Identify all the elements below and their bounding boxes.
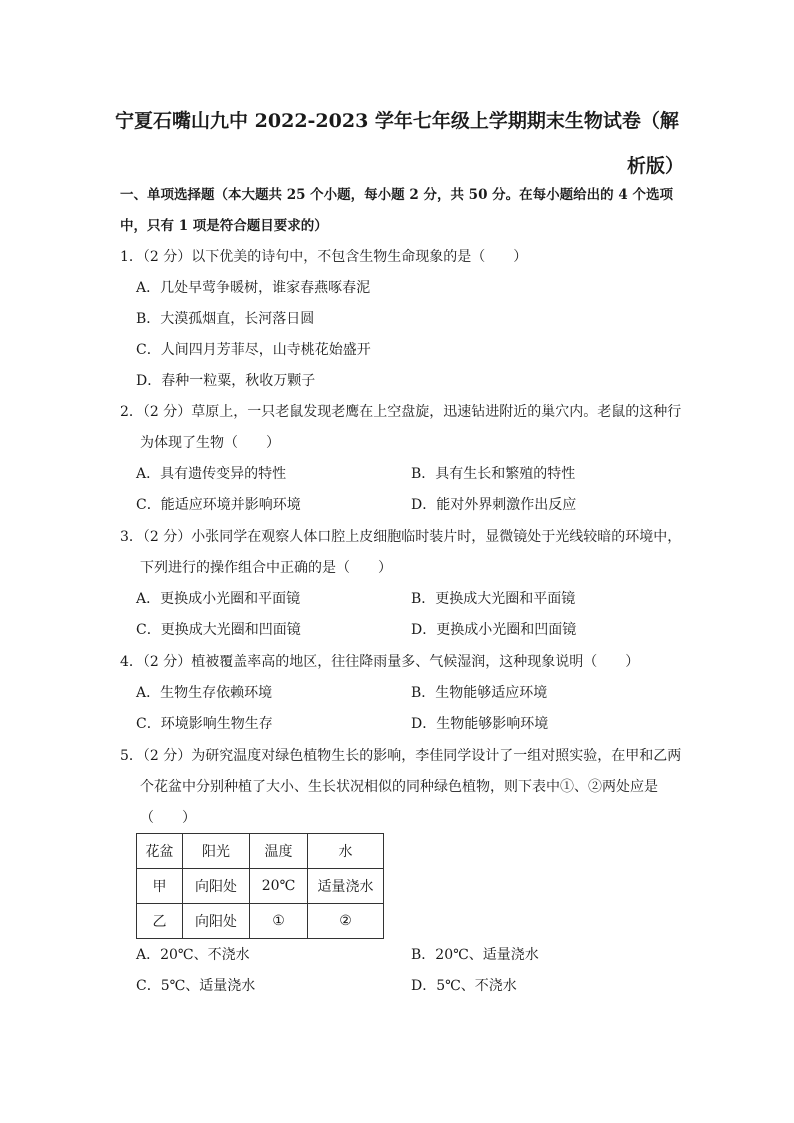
question-3 <box>120 522 686 646</box>
experiment-table <box>136 833 384 939</box>
table-cell: 乙 <box>137 904 183 939</box>
question-stem: 2．（2 分）草原上，一只老鼠发现老鹰在上空盘旋，迅速钻进附近的巢穴内。老鼠的这种行为体现了生物（ ） <box>120 404 682 451</box>
option-b: B．大漠孤烟直，长河落日圆 <box>136 311 315 327</box>
document-title <box>110 99 684 189</box>
question-5 <box>120 741 686 834</box>
option-b: B．具有生长和繁殖的特性 <box>411 466 576 482</box>
table-header-cell: 阳光 <box>183 834 250 869</box>
option-d: D．春种一粒粟，秋收万颗子 <box>136 373 316 389</box>
table-cell: 20℃ <box>250 869 308 904</box>
table-header-cell: 水 <box>308 834 384 869</box>
option-a: A．更换成小光圈和平面镜 <box>136 591 301 607</box>
option-list <box>136 273 686 397</box>
option-list <box>136 678 686 740</box>
option-list <box>136 584 686 646</box>
option-b: B．20℃、适量浇水 <box>411 947 539 963</box>
table-cell: 向阳处 <box>183 869 250 904</box>
option-list <box>136 459 686 521</box>
option-b: B．更换成大光圈和平面镜 <box>411 591 576 607</box>
question-5-options <box>120 940 686 1002</box>
question-1 <box>120 242 686 397</box>
option-c: C．更换成大光圈和凹面镜 <box>136 622 301 638</box>
table-cell: ① <box>250 904 308 939</box>
question-stem: 3．（2 分）小张同学在观察人体口腔上皮细胞临时装片时，显微镜处于光线较暗的环境中，下列进行的操作组合中正确的是（ ） <box>120 529 682 576</box>
section-heading-line-1: 一、单项选择题（本大题共 25 个小题，每小题 2 分，共 50 分。在每小题给出的 4 个选项 <box>120 187 673 203</box>
question-4 <box>120 647 686 740</box>
table-header-cell: 温度 <box>250 834 308 869</box>
option-b: B．生物能够适应环境 <box>411 685 548 701</box>
question-stem: 5．（2 分）为研究温度对绿色植物生长的影响，李佳同学设计了一组对照实验，在甲和乙两个花盆中分别种植了大小、生长状况相似的同种绿色植物，则下表中①、②两处应是（ ） <box>120 748 682 826</box>
table-cell: 甲 <box>137 869 183 904</box>
option-d: D．更换成小光圈和凹面镜 <box>411 622 577 638</box>
table-cell: ② <box>308 904 384 939</box>
table-header-row <box>137 834 384 869</box>
option-c: C．人间四月芳菲尽，山寺桃花始盛开 <box>136 342 371 358</box>
option-d: D．生物能够影响环境 <box>411 716 549 732</box>
section-heading-line-2: 中，只有 1 项是符合题目要求的） <box>120 218 328 234</box>
option-c: C．环境影响生物生存 <box>136 716 273 732</box>
option-c: C．能适应环境并影响环境 <box>136 497 301 513</box>
option-a: A．几处早莺争暖树，谁家春燕啄春泥 <box>136 280 371 296</box>
option-list <box>136 940 686 1002</box>
table-row <box>137 904 384 939</box>
option-d: D．能对外界刺激作出反应 <box>411 497 577 513</box>
option-c: C．5℃、适量浇水 <box>136 978 256 994</box>
option-d: D．5℃、不浇水 <box>411 978 517 994</box>
question-stem: 1．（2 分）以下优美的诗句中，不包含生物生命现象的是（ ） <box>120 249 528 265</box>
option-a: A．20℃、不浇水 <box>136 947 250 963</box>
table-header-cell: 花盆 <box>137 834 183 869</box>
table-row <box>137 869 384 904</box>
option-a: A．生物生存依赖环境 <box>136 685 273 701</box>
section-heading <box>120 180 690 242</box>
table-cell: 适量浇水 <box>308 869 384 904</box>
question-stem: 4．（2 分）植被覆盖率高的地区，往往降雨量多、气候湿润，这种现象说明（ ） <box>120 654 640 670</box>
question-2 <box>120 397 686 521</box>
option-a: A．具有遗传变异的特性 <box>136 466 287 482</box>
title-line-1: 宁夏石嘴山九中 2022-2023 学年七年级上学期期末生物试卷（解 <box>115 110 679 132</box>
title-line-2: 析版） <box>626 155 684 177</box>
table-cell: 向阳处 <box>183 904 250 939</box>
